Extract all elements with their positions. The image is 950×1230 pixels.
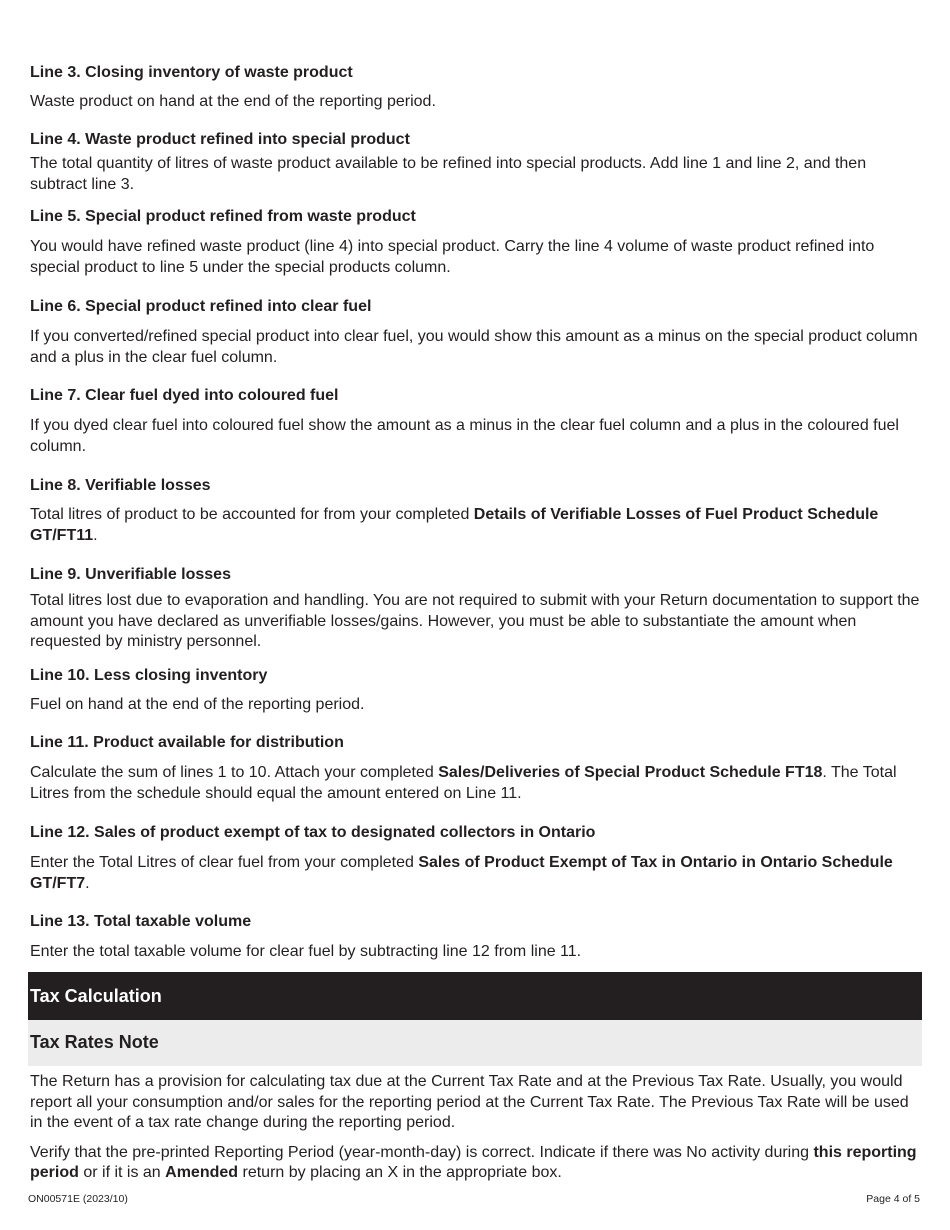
line5-section bbox=[30, 207, 920, 278]
para2-bold-period: this reporting period bbox=[30, 1143, 917, 1181]
line8-section bbox=[30, 476, 920, 546]
line4-heading: Line 4. Waste product refined into special product bbox=[30, 131, 410, 148]
line11-body bbox=[30, 763, 920, 804]
line8-body-text: Total litres of product to be accounted for from your completed bbox=[30, 506, 474, 523]
line13-section bbox=[30, 912, 920, 963]
para2-text-c: or if it is an bbox=[78, 1164, 166, 1181]
line8-heading: Line 8. Verifiable losses bbox=[30, 477, 211, 494]
tax-rates-note-header bbox=[28, 1020, 922, 1066]
line7-body: If you dyed clear fuel into coloured fuel show the amount as a minus in the clear fuel column and a plus in the coloured fuel column. bbox=[30, 417, 899, 455]
line10-body: Fuel on hand at the end of the reporting period. bbox=[30, 696, 365, 713]
line8-body bbox=[30, 505, 920, 546]
schedule-ft18-ref: Sales/Deliveries of Special Product Schedule FT18 bbox=[438, 764, 823, 781]
line6-heading: Line 6. Special product refined into clear fuel bbox=[30, 298, 372, 315]
line11-body-text: Calculate the sum of lines 1 to 10. Attach your completed bbox=[30, 764, 439, 781]
line11-section bbox=[30, 733, 920, 804]
schedule-gt-ft11-ref: Details of Verifiable Losses of Fuel Product Schedule GT/FT11 bbox=[30, 506, 879, 544]
para2-text-e: return by placing an X in the appropriate box. bbox=[238, 1164, 562, 1181]
line8-body-end: . bbox=[93, 526, 98, 544]
line3-body: Waste product on hand at the end of the reporting period. bbox=[30, 93, 436, 110]
tax-rates-note-title: Tax Rates Note bbox=[30, 1032, 159, 1052]
tax-rates-note-para1: The Return has a provision for calculating tax due at the Current Tax Rate and at the Previous Tax Rate. Usually, you would report all your consumption and/or sales for the reporting period at the Current Tax Rate. The Previous Tax Rate will be used in the event of a tax rate change during the reporting period. bbox=[30, 1073, 909, 1131]
line12-body-text: Enter the Total Litres of clear fuel from your completed bbox=[30, 854, 419, 871]
schedule-gt-ft7-ref: Sales of Product Exempt of Tax in Ontario in Ontario Schedule GT/FT7 bbox=[30, 854, 893, 892]
tax-rates-note-section bbox=[30, 1072, 920, 1184]
line12-section bbox=[30, 823, 920, 894]
line3-section bbox=[30, 63, 920, 113]
line11-heading: Line 11. Product available for distribution bbox=[30, 734, 344, 751]
line12-heading: Line 12. Sales of product exempt of tax to designated collectors in Ontario bbox=[30, 824, 596, 841]
line12-body bbox=[30, 853, 920, 894]
line4-section bbox=[30, 130, 920, 195]
line7-section bbox=[30, 386, 920, 457]
tax-calculation-title: Tax Calculation bbox=[30, 986, 162, 1006]
line11-body-end: . The Total Litres from the schedule should equal the amount entered on Line 11. bbox=[30, 764, 897, 802]
form-id: ON00571E (2023/10) bbox=[28, 1193, 128, 1205]
line10-section bbox=[30, 666, 920, 716]
tax-calculation-header bbox=[28, 972, 922, 1020]
para2-bold-amended: Amended bbox=[165, 1164, 239, 1181]
line13-heading: Line 13. Total taxable volume bbox=[30, 913, 252, 930]
para2-text-a: Verify that the pre-printed Reporting Period (year-month-day) is correct. Indicate if there was No activity during bbox=[30, 1143, 814, 1161]
line10-heading: Line 10. Less closing inventory bbox=[30, 667, 268, 684]
page-number: Page 4 of 5 bbox=[866, 1193, 920, 1205]
line9-body: Total litres lost due to evaporation and handling. You are not required to submit with your Return documentation to support the amount you have declared as unverifiable losses/gains. However, you must be able to substantiate the amount when requested by ministry personnel. bbox=[30, 592, 920, 650]
line3-heading: Line 3. Closing inventory of waste product bbox=[30, 64, 353, 81]
line4-body: The total quantity of litres of waste product available to be refined into special products. Add line 1 and line 2, and then subtract line 3. bbox=[30, 155, 867, 193]
tax-rates-note-para2 bbox=[30, 1143, 920, 1184]
line9-heading: Line 9. Unverifiable losses bbox=[30, 566, 231, 583]
line9-section bbox=[30, 565, 920, 653]
line6-section bbox=[30, 297, 920, 368]
line5-heading: Line 5. Special product refined from waste product bbox=[30, 208, 416, 225]
line7-heading: Line 7. Clear fuel dyed into coloured fuel bbox=[30, 387, 339, 404]
line6-body: If you converted/refined special product into clear fuel, you would show this amount as a minus on the special product column and a plus in the clear fuel column. bbox=[30, 328, 918, 366]
line5-body: You would have refined waste product (line 4) into special product. Carry the line 4 volume of waste product refined into special product to line 5 under the special products column. bbox=[30, 238, 875, 276]
line13-body: Enter the total taxable volume for clear fuel by subtracting line 12 from line 11. bbox=[30, 943, 582, 960]
line12-body-end: . bbox=[85, 874, 90, 892]
